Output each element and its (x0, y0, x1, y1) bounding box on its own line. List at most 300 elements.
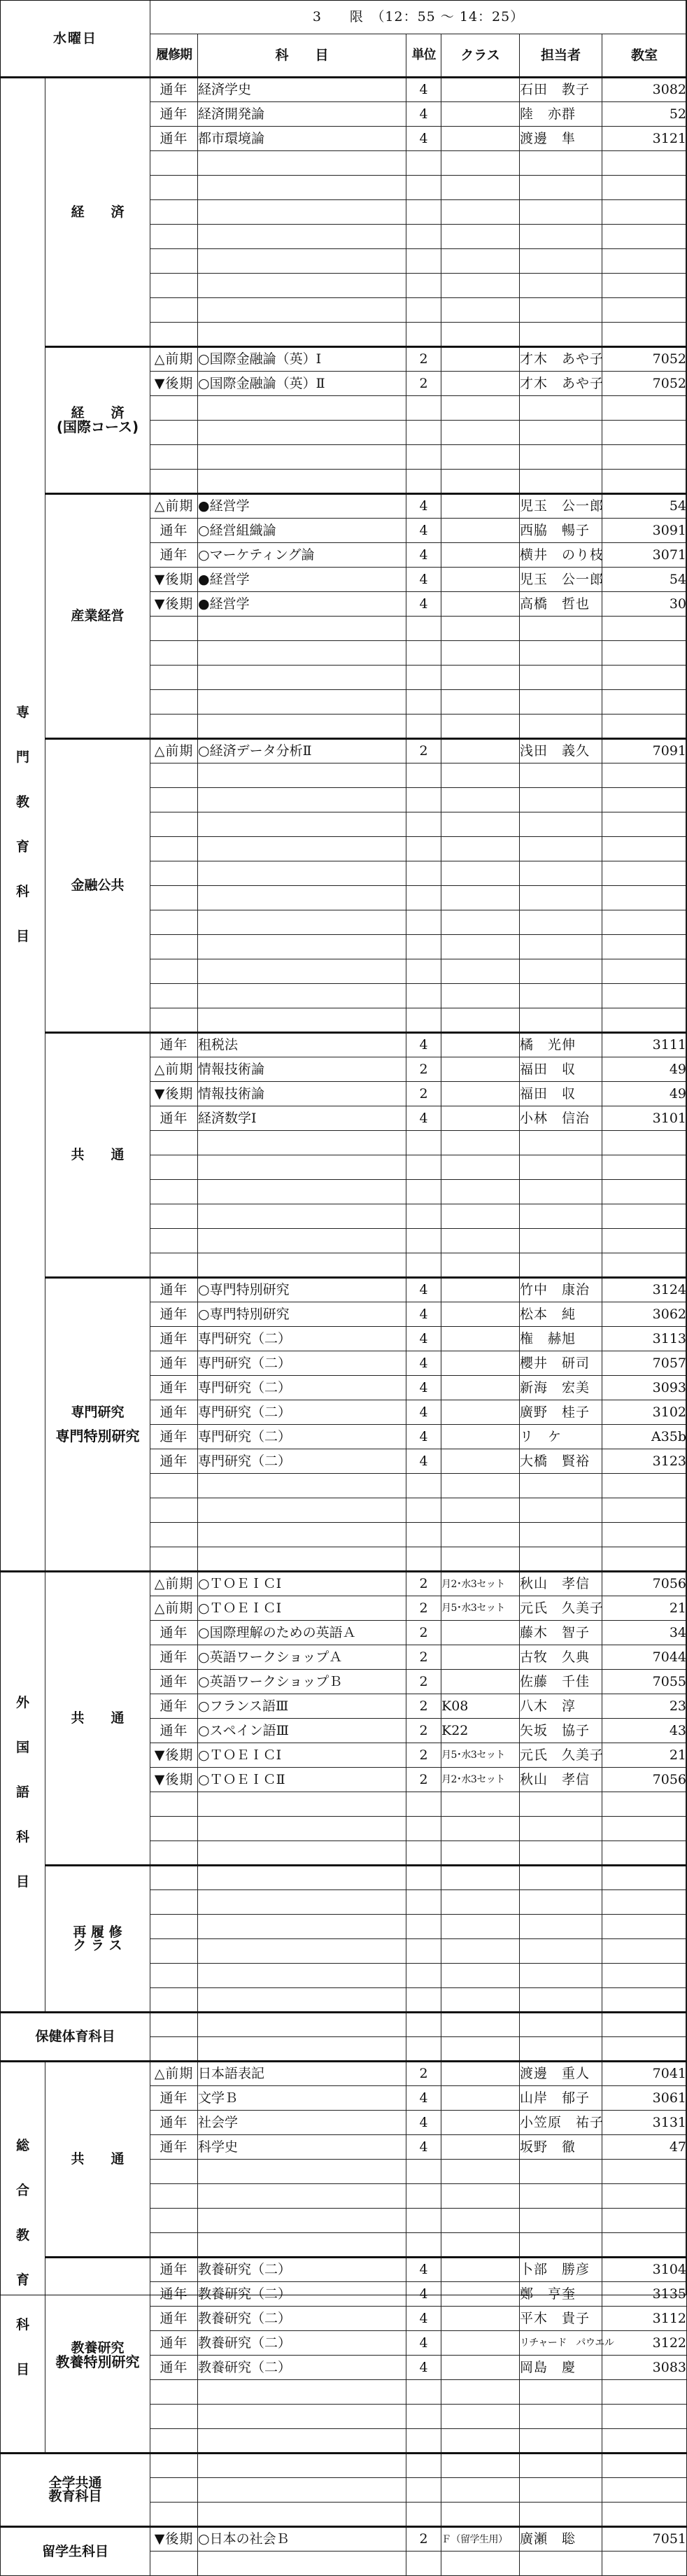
cell-subject: ○英語ワークショップＢ (198, 1670, 406, 1694)
section-label-text: 教養研究 (71, 2340, 125, 2356)
cell-empty (441, 2454, 520, 2478)
cell-units (406, 1817, 441, 1841)
cell-term: ▼後期 (150, 2527, 198, 2552)
cell-class (441, 323, 520, 347)
cell-units (406, 2184, 441, 2209)
cell-class (441, 225, 520, 249)
cell-units: 4 (406, 102, 441, 127)
cell-room: 7041 (602, 2062, 687, 2086)
cell-room: 3122 (602, 2331, 687, 2356)
cell-class (441, 421, 520, 445)
cell-term (150, 2233, 198, 2258)
cell-subject (198, 2429, 406, 2454)
cell-class (441, 1621, 520, 1645)
cell-term: △前期 (150, 1057, 198, 1082)
cell-subject: 科学史 (198, 2135, 406, 2160)
cell-class (441, 2086, 520, 2111)
cell-units (406, 812, 441, 837)
cell-class: K08 (441, 1694, 520, 1719)
cell-subject (198, 396, 406, 421)
cell-teacher: 石田 教子 (520, 78, 602, 102)
cell-class: 月2･水3セット (441, 1572, 520, 1596)
cell-empty (150, 2503, 198, 2527)
cell-teacher (520, 2405, 602, 2429)
cell-teacher (520, 1915, 602, 1939)
cell-subject: ○国際金融論（英）Ⅰ (198, 347, 406, 372)
cell-term: ▼後期 (150, 592, 198, 617)
cell-teacher: 藤木 智子 (520, 1621, 602, 1645)
cell-term: 通年 (150, 1302, 198, 1327)
cell-units (406, 274, 441, 298)
cell-subject: ○英語ワークショップＡ (198, 1645, 406, 1670)
cell-room (602, 861, 687, 886)
cell-teacher (520, 2160, 602, 2184)
cell-subject (198, 690, 406, 715)
cell-teacher (520, 176, 602, 200)
cell-teacher (520, 666, 602, 690)
cell-term: 通年 (150, 78, 198, 102)
cell-room (602, 1964, 687, 1988)
cell-term: 通年 (150, 1670, 198, 1694)
cell-term (150, 886, 198, 910)
cell-empty (406, 2478, 441, 2503)
category-label-zengaku-line1: 全学共通 (48, 2475, 102, 2491)
cell-empty (602, 2454, 687, 2478)
cell-teacher (520, 2233, 602, 2258)
cell-class (441, 1033, 520, 1057)
cell-room (602, 1939, 687, 1964)
col-header-term: 履修期 (150, 34, 198, 78)
cell-subject (198, 1841, 406, 1866)
cell-class (441, 1645, 520, 1670)
cell-class (441, 861, 520, 886)
cell-subject (198, 1008, 406, 1033)
cell-room: 7044 (602, 1645, 687, 1670)
cell-subject: ○経営組織論 (198, 519, 406, 543)
cell-subject (198, 151, 406, 176)
cell-subject: ○日本の社会Ｂ (198, 2527, 406, 2552)
cell-units: 4 (406, 2135, 441, 2160)
cell-teacher (520, 200, 602, 225)
section-label-kinyu (45, 739, 150, 1033)
cell-teacher: 福田 収 (520, 1082, 602, 1106)
cell-teacher (520, 886, 602, 910)
cell-room (602, 249, 687, 274)
cell-subject (198, 2209, 406, 2233)
cell-empty (441, 2037, 520, 2062)
cell-class (441, 935, 520, 959)
cell-term (150, 1008, 198, 1033)
cell-units: 4 (406, 1106, 441, 1131)
cell-units: 2 (406, 739, 441, 763)
cell-room (602, 788, 687, 812)
cell-teacher (520, 861, 602, 886)
cell-subject: 文学Ｂ (198, 2086, 406, 2111)
cell-units (406, 1155, 441, 1180)
cell-units: 4 (406, 2086, 441, 2111)
cell-units: 2 (406, 1645, 441, 1670)
cell-class (441, 1449, 520, 1474)
cell-term: △前期 (150, 739, 198, 763)
cell-class (441, 396, 520, 421)
section-label-senmon_kenkyu (45, 1278, 150, 1572)
cell-subject: ○スペイン語Ⅲ (198, 1719, 406, 1743)
cell-units (406, 617, 441, 641)
cell-term (150, 1155, 198, 1180)
category-label-senmon: 専門教育科目 (15, 705, 29, 944)
cell-subject (198, 617, 406, 641)
cell-subject: ○国際金融論（英）Ⅱ (198, 372, 406, 396)
category-ryugakusei: 留学生科目 (1, 2527, 150, 2576)
cell-subject: 専門研究（二） (198, 1351, 406, 1376)
cell-teacher (520, 1229, 602, 1253)
section-label-text: 共 通 (71, 1147, 125, 1162)
cell-room: 34 (602, 1621, 687, 1645)
cell-class (441, 1204, 520, 1229)
cell-class: 月5･水3セット (441, 1743, 520, 1768)
cell-subject: ○専門特別研究 (198, 1278, 406, 1302)
cell-term (150, 2552, 198, 2576)
cell-class (441, 1817, 520, 1841)
cell-class (441, 1278, 520, 1302)
cell-subject (198, 1204, 406, 1229)
cell-room: 3083 (602, 2356, 687, 2380)
cell-units: 4 (406, 568, 441, 592)
cell-subject (198, 2233, 406, 2258)
cell-term: 通年 (150, 2258, 198, 2282)
cell-class (441, 2184, 520, 2209)
cell-room (602, 2209, 687, 2233)
cell-room (602, 935, 687, 959)
cell-room (602, 984, 687, 1008)
cell-room (602, 2380, 687, 2405)
cell-units: 4 (406, 519, 441, 543)
cell-subject: 専門研究（二） (198, 1400, 406, 1425)
cell-units (406, 323, 441, 347)
cell-subject (198, 984, 406, 1008)
cell-teacher: 八木 淳 (520, 1694, 602, 1719)
cell-subject (198, 323, 406, 347)
cell-class: K22 (441, 1719, 520, 1743)
cell-teacher: 鄭 亨奎 (520, 2282, 602, 2307)
cell-room: 49 (602, 1082, 687, 1106)
cell-room (602, 1792, 687, 1817)
cell-class (441, 1890, 520, 1915)
cell-teacher (520, 1939, 602, 1964)
cell-teacher (520, 2209, 602, 2233)
cell-class (441, 1425, 520, 1449)
cell-class: Ｆ（留学生用） (441, 2527, 520, 2552)
cell-units: 4 (406, 78, 441, 102)
cell-term (150, 984, 198, 1008)
cell-class (441, 1327, 520, 1351)
cell-class: 月2･水3セット (441, 1768, 520, 1792)
category-gaikokugo (1, 1572, 45, 2013)
col-header-units: 単位 (406, 34, 441, 78)
cell-empty (602, 2013, 687, 2037)
cell-term (150, 1131, 198, 1155)
cell-term (150, 1866, 198, 1890)
cell-teacher (520, 1498, 602, 1523)
cell-term: 通年 (150, 1425, 198, 1449)
cell-empty (441, 2013, 520, 2037)
cell-class (441, 176, 520, 200)
cell-subject: ○マーケティング論 (198, 543, 406, 568)
cell-room: 21 (602, 1596, 687, 1621)
cell-units: 4 (406, 2356, 441, 2380)
section-label-rishu (45, 1866, 150, 2013)
cell-class (441, 1474, 520, 1498)
cell-term: ▼後期 (150, 1743, 198, 1768)
cell-subject: ●経営学 (198, 494, 406, 519)
cell-class (441, 1253, 520, 1278)
cell-units: 2 (406, 1768, 441, 1792)
cell-term (150, 861, 198, 886)
cell-subject (198, 861, 406, 886)
cell-teacher (520, 421, 602, 445)
cell-room (602, 2429, 687, 2454)
cell-units (406, 1988, 441, 2013)
cell-subject (198, 445, 406, 470)
cell-empty (150, 2454, 198, 2478)
cell-room (602, 886, 687, 910)
cell-units (406, 1474, 441, 1498)
cell-class (441, 886, 520, 910)
cell-teacher (520, 788, 602, 812)
cell-room: 3091 (602, 519, 687, 543)
cell-subject (198, 225, 406, 249)
cell-class (441, 2062, 520, 2086)
cell-teacher (520, 812, 602, 837)
cell-subject (198, 421, 406, 445)
cell-units: 2 (406, 1694, 441, 1719)
cell-room: 47 (602, 2135, 687, 2160)
cell-units (406, 910, 441, 935)
cell-units: 2 (406, 1572, 441, 1596)
cell-teacher: 大橋 賢裕 (520, 1449, 602, 1474)
section-label-kyoyo (45, 2258, 150, 2454)
cell-class (441, 1841, 520, 1866)
cell-class (441, 1792, 520, 1817)
cell-class (441, 372, 520, 396)
cell-term (150, 274, 198, 298)
cell-room: 52 (602, 102, 687, 127)
cell-teacher (520, 298, 602, 323)
cell-room: 7052 (602, 372, 687, 396)
cell-subject: 教養研究（二） (198, 2258, 406, 2282)
cell-subject: 教養研究（二） (198, 2331, 406, 2356)
col-header-class: クラス (441, 34, 520, 78)
cell-units (406, 1498, 441, 1523)
cell-teacher: 渡邊 重人 (520, 2062, 602, 2086)
cell-class (441, 274, 520, 298)
cell-term (150, 1474, 198, 1498)
cell-subject: 社会学 (198, 2111, 406, 2135)
cell-term (150, 1890, 198, 1915)
cell-subject (198, 1155, 406, 1180)
cell-term (150, 1547, 198, 1572)
cell-subject (198, 1890, 406, 1915)
cell-teacher (520, 2552, 602, 2576)
cell-teacher: 元氏 久美子 (520, 1743, 602, 1768)
cell-term: 通年 (150, 2307, 198, 2331)
cell-subject: ●経営学 (198, 568, 406, 592)
cell-room: 43 (602, 1719, 687, 1743)
cell-room (602, 2233, 687, 2258)
cell-subject: ●経営学 (198, 592, 406, 617)
cell-subject (198, 2380, 406, 2405)
cell-empty (198, 2478, 406, 2503)
cell-teacher: 小林 信治 (520, 1106, 602, 1131)
cell-empty (406, 2037, 441, 2062)
cell-class (441, 2331, 520, 2356)
cell-teacher (520, 641, 602, 666)
cell-term (150, 445, 198, 470)
cell-units: 2 (406, 1057, 441, 1082)
category-sogo (1, 2062, 45, 2454)
cell-subject (198, 763, 406, 788)
cell-teacher (520, 470, 602, 494)
cell-room: 23 (602, 1694, 687, 1719)
cell-teacher (520, 274, 602, 298)
cell-subject (198, 935, 406, 959)
section-label-keizai (45, 78, 150, 347)
cell-class (441, 2209, 520, 2233)
cell-room (602, 1547, 687, 1572)
cell-class (441, 1131, 520, 1155)
cell-term: △前期 (150, 2062, 198, 2086)
cell-room (602, 690, 687, 715)
cell-room (602, 1131, 687, 1155)
cell-class (441, 984, 520, 1008)
cell-units: 4 (406, 1327, 441, 1351)
cell-subject (198, 1131, 406, 1155)
cell-term: 通年 (150, 2111, 198, 2135)
cell-room (602, 1890, 687, 1915)
cell-subject (198, 1498, 406, 1523)
category-zengaku (1, 2454, 150, 2527)
cell-room (602, 274, 687, 298)
cell-teacher: 岡島 慶 (520, 2356, 602, 2380)
cell-class (441, 1351, 520, 1376)
cell-teacher (520, 151, 602, 176)
cell-units (406, 763, 441, 788)
cell-teacher: 古牧 久典 (520, 1645, 602, 1670)
cell-class (441, 739, 520, 763)
cell-term: ▼後期 (150, 568, 198, 592)
cell-teacher: 渡邊 隼 (520, 127, 602, 151)
cell-term (150, 225, 198, 249)
cell-class (441, 470, 520, 494)
cell-term (150, 2429, 198, 2454)
cell-term: 通年 (150, 1645, 198, 1670)
cell-term: 通年 (150, 1621, 198, 1645)
cell-room: 7051 (602, 2527, 687, 2552)
cell-teacher (520, 1253, 602, 1278)
cell-room (602, 1988, 687, 2013)
cell-subject: ○ＴＯＥＩＣⅠ (198, 1596, 406, 1621)
cell-term (150, 151, 198, 176)
cell-units: 4 (406, 2282, 441, 2307)
cell-term: 通年 (150, 2135, 198, 2160)
cell-teacher (520, 445, 602, 470)
cell-term: 通年 (150, 1400, 198, 1425)
cell-teacher: 権 赫旭 (520, 1327, 602, 1351)
cell-teacher: 浅田 義久 (520, 739, 602, 763)
cell-room: 3121 (602, 127, 687, 151)
cell-units: 2 (406, 2527, 441, 2552)
section-label-text: 教養特別研究 (55, 2353, 140, 2370)
cell-term (150, 715, 198, 739)
cell-subject (198, 1988, 406, 2013)
cell-units: 4 (406, 543, 441, 568)
cell-teacher: 元氏 久美子 (520, 1596, 602, 1621)
cell-term (150, 2209, 198, 2233)
cell-class (441, 1376, 520, 1400)
cell-room (602, 1866, 687, 1890)
cell-subject: 専門研究（二） (198, 1425, 406, 1449)
cell-units (406, 298, 441, 323)
cell-room: 3071 (602, 543, 687, 568)
cell-empty (150, 2478, 198, 2503)
cell-room: 7052 (602, 347, 687, 372)
category-senmon (1, 78, 45, 1572)
cell-term (150, 1498, 198, 1523)
cell-class (441, 715, 520, 739)
cell-teacher (520, 2184, 602, 2209)
cell-term (150, 2380, 198, 2405)
cell-subject (198, 886, 406, 910)
section-label-text: 経 済 (71, 405, 125, 421)
cell-term (150, 1817, 198, 1841)
cell-room (602, 445, 687, 470)
cell-term: 通年 (150, 127, 198, 151)
cell-units: 4 (406, 1351, 441, 1376)
cell-teacher: 横井 のり枝 (520, 543, 602, 568)
cell-room: 30 (602, 592, 687, 617)
cell-subject: 経済数学Ⅰ (198, 1106, 406, 1131)
cell-class (441, 2356, 520, 2380)
cell-term (150, 666, 198, 690)
cell-class (441, 1939, 520, 1964)
section-label-senmon_kyotsu (45, 1033, 150, 1278)
cell-term (150, 200, 198, 225)
cell-teacher (520, 1547, 602, 1572)
cell-units (406, 421, 441, 445)
cell-teacher (520, 763, 602, 788)
cell-empty (198, 2037, 406, 2062)
cell-term: 通年 (150, 2282, 198, 2307)
cell-subject (198, 1866, 406, 1890)
section-label-text: ク ラ ス (73, 1937, 122, 1953)
cell-units: 4 (406, 1376, 441, 1400)
cell-teacher (520, 1131, 602, 1155)
cell-units: 2 (406, 1596, 441, 1621)
cell-term (150, 1253, 198, 1278)
cell-term (150, 298, 198, 323)
cell-term (150, 788, 198, 812)
cell-units: 2 (406, 347, 441, 372)
cell-room (602, 1915, 687, 1939)
cell-empty (520, 2478, 602, 2503)
cell-units (406, 1866, 441, 1890)
section-label-text: 共 通 (71, 2151, 125, 2167)
cell-units (406, 2160, 441, 2184)
cell-class (441, 1523, 520, 1547)
cell-room (602, 1204, 687, 1229)
cell-empty (602, 2037, 687, 2062)
cell-subject (198, 715, 406, 739)
